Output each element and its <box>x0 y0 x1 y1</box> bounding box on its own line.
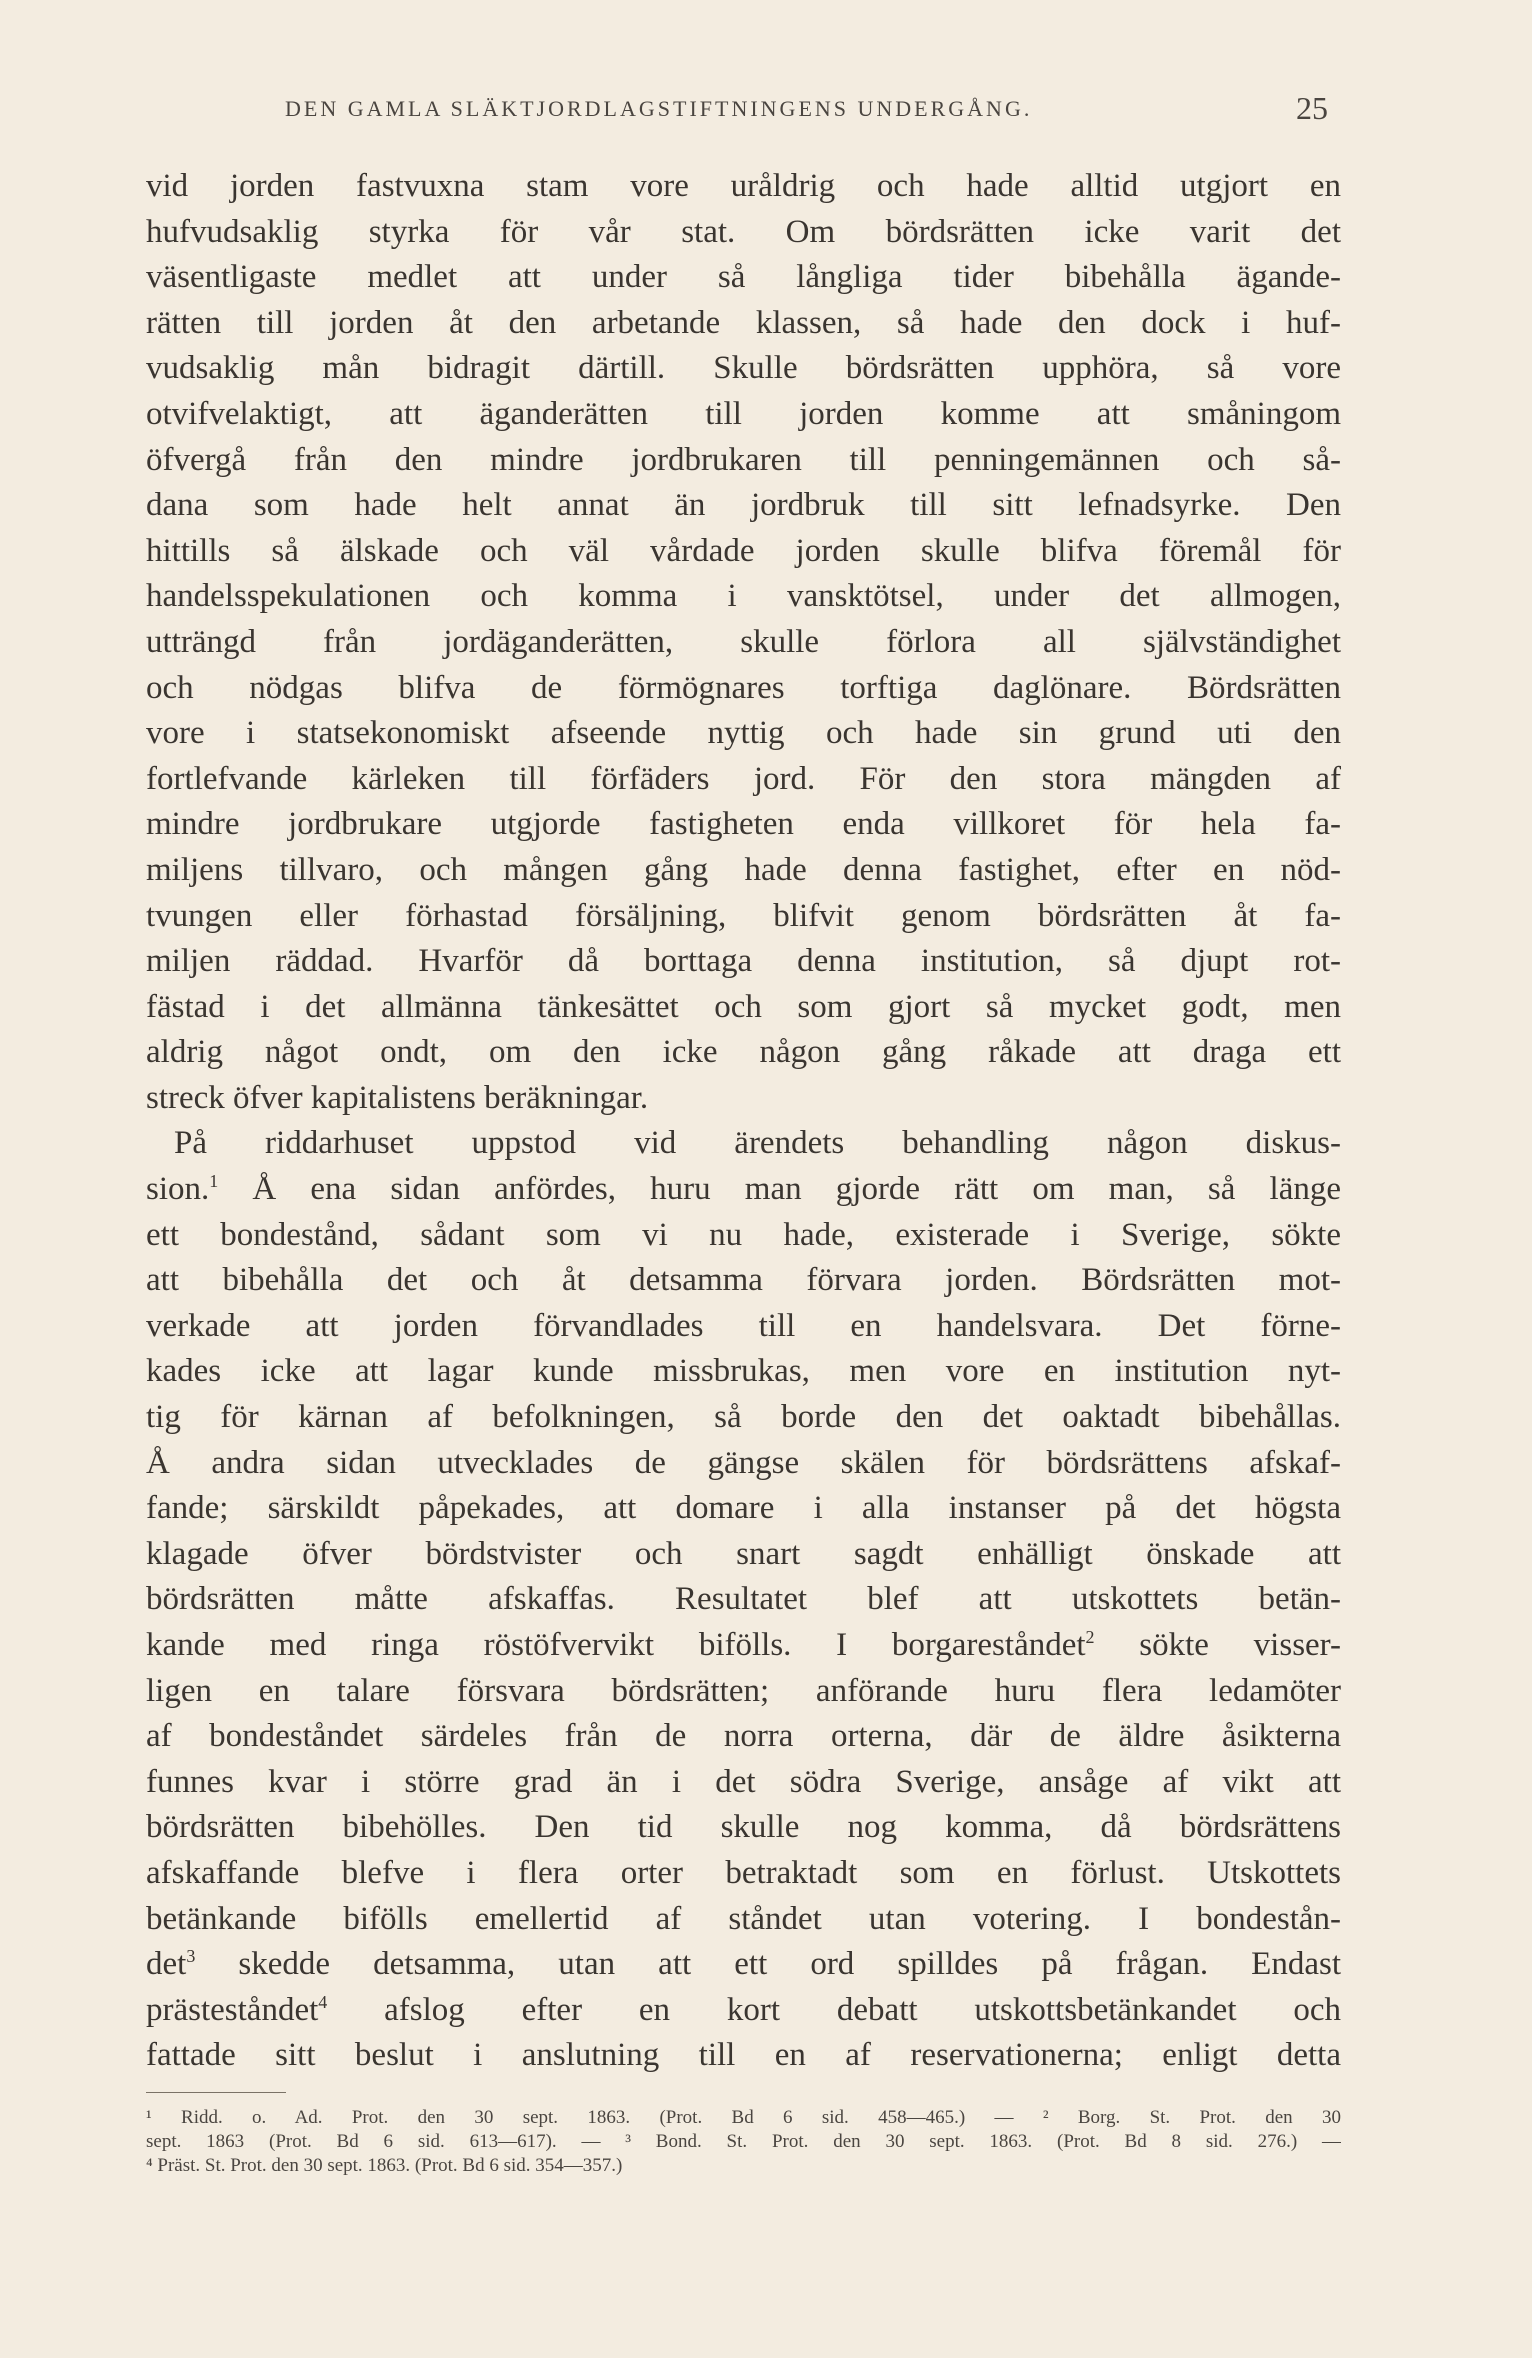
text-fragment: prästeståndet <box>146 1991 319 2028</box>
text-line: funnes kvar i större grad än i det södra Sverige, ansåge af vikt att <box>146 1763 1341 1800</box>
text-fragment: det <box>146 1946 187 1983</box>
text-line: klagade öfver bördstvister och snart sagdt enhälligt önskade att <box>146 1535 1341 1572</box>
footnote-divider <box>146 2092 286 2093</box>
text-line: bördsrätten bibehölles. Den tid skulle nog komma, då bördsrättens <box>146 1809 1341 1846</box>
text-line: dana som hade helt annat än jordbruk till sitt lefnadsyrke. Den <box>146 487 1341 524</box>
text-line: ligen en talare försvara bördsrätten; anförande huru flera ledamöter <box>146 1672 1341 1709</box>
text-line: mindre jordbrukare utgjorde fastigheten enda villkoret för hela fa- <box>146 806 1341 843</box>
running-title: DEN GAMLA SLÄKTJORDLAGSTIFTNINGENS UNDERGÅNG. <box>285 96 1033 121</box>
footnote-line: ⁴ Präst. St. Prot. den 30 sept. 1863. (Prot. Bd 6 sid. 354—357.) <box>146 2155 623 2176</box>
text-line: aldrig något ondt, om den icke någon gång råkade att draga ett <box>146 1034 1341 1071</box>
text-fragment: kande med ringa röstöfvervikt bifölls. I borgareståndet <box>146 1627 1086 1663</box>
text-line: af bondeståndet särdeles från de norra orterna, där de äldre åsikterna <box>146 1718 1341 1755</box>
text-line <box>146 1623 1341 1669</box>
text-line: bördsrätten måtte afskaffas. Resultatet blef att utskottets betän- <box>146 1581 1341 1618</box>
paragraph-start-line: På riddarhuset uppstod vid ärendets behandling någon diskus- <box>174 1125 1341 1162</box>
footnote-ref-2: 2 <box>1085 1627 1095 1647</box>
text-line: otvifvelaktigt, att äganderätten till jorden komme att småningom <box>146 395 1341 432</box>
body-text <box>146 164 1341 2079</box>
text-line: hittills så älskade och väl vårdade jorden skulle blifva föremål för <box>146 532 1341 569</box>
text-line: tvungen eller förhastad försäljning, blifvit genom bördsrätten åt fa- <box>146 897 1341 934</box>
text-line: utträngd från jordäganderätten, skulle förlora all självständighet <box>146 623 1341 660</box>
text-line: och nödgas blifva de förmögnares torftiga daglönare. Bördsrätten <box>146 669 1341 706</box>
text-line: betänkande bifölls emellertid af ståndet utan votering. I bondestån- <box>146 1900 1341 1937</box>
text-line: öfvergå från den mindre jordbrukaren till penningemännen och så- <box>146 441 1341 478</box>
text-line: fattade sitt beslut i anslutning till en af reservationerna; enligt detta <box>146 2037 1341 2074</box>
text-line: afskaffande blefve i flera orter betraktadt som en förlust. Utskottets <box>146 1854 1341 1891</box>
text-line: miljens tillvaro, och mången gång hade denna fastighet, efter en nöd- <box>146 851 1341 888</box>
text-fragment: sökte visser- <box>1094 1627 1341 1663</box>
text-line: hufvudsaklig styrka för vår stat. Om bördsrätten icke varit det <box>146 213 1341 250</box>
page-number: 25 <box>1296 90 1328 126</box>
text-line: miljen räddad. Hvarför då borttaga denna institution, så djupt rot- <box>146 943 1341 980</box>
footnote-line: sept. 1863 (Prot. Bd 6 sid. 613—617). — ³ Bond. St. Prot. den 30 sept. 1863. (Prot. Bd 8 sid. 276.) — <box>146 2131 1341 2152</box>
text-line: fortlefvande kärleken till förfäders jord. För den stora mängden af <box>146 760 1341 797</box>
text-fragment: afslog efter en kort debatt utskottsbetänkandet och <box>327 1991 1341 2028</box>
text-line: vid jorden fastvuxna stam vore uråldrig och hade alltid utgjort en <box>146 168 1341 204</box>
text-line: rätten till jorden åt den arbetande klassen, så hade den dock i huf- <box>146 304 1341 341</box>
text-line: vore i statsekonomiskt afseende nyttig och hade sin grund uti den <box>146 715 1341 752</box>
text-line: fästad i det allmänna tänkesättet och som gjort så mycket godt, men <box>146 988 1341 1025</box>
text-line: vudsaklig mån bidragit därtill. Skulle bördsrätten upphöra, så vore <box>146 350 1341 387</box>
text-line: väsentligaste medlet att under så långliga tider bibehålla ägande- <box>146 259 1341 296</box>
footnote-ref-3: 3 <box>186 1946 196 1967</box>
text-line: streck öfver kapitalistens beräkningar. <box>146 1079 649 1116</box>
text-line: kades icke att lagar kunde missbrukas, men vore en institution nyt- <box>146 1353 1341 1390</box>
footnote-ref-1: 1 <box>209 1171 219 1192</box>
text-line: verkade att jorden förvandlades till en handelsvara. Det förne- <box>146 1307 1341 1344</box>
text-line: att bibehålla det och åt detsamma förvara jorden. Bördsrätten mot- <box>146 1262 1341 1299</box>
footnotes <box>146 2106 1341 2178</box>
text-line: fande; särskildt påpekades, att domare i alla instanser på det högsta <box>146 1490 1341 1527</box>
text-line: Å andra sidan utvecklades de gängse skälen för bördsrättens afskaf- <box>146 1444 1341 1481</box>
text-line <box>146 1942 1341 1988</box>
text-line <box>146 1167 1341 1213</box>
footnote-ref-4: 4 <box>318 1991 328 2012</box>
text-line: tig för kärnan af befolkningen, så borde den det oaktadt bibehållas. <box>146 1399 1341 1436</box>
text-fragment: skedde detsamma, utan att ett ord spilldes på frågan. Endast <box>195 1946 1341 1983</box>
text-fragment: sion. <box>146 1171 210 1208</box>
text-line: handelsspekulationen och komma i vansktötsel, under det allmogen, <box>146 578 1341 615</box>
text-fragment: Å ena sidan anfördes, huru man gjorde rätt om man, så länge <box>218 1171 1341 1208</box>
footnote-line: ¹ Ridd. o. Ad. Prot. den 30 sept. 1863. (Prot. Bd 6 sid. 458—465.) — ² Borg. St. Prot. den 30 <box>146 2107 1341 2128</box>
text-line: ett bondestånd, sådant som vi nu hade, existerade i Sverige, sökte <box>146 1216 1341 1253</box>
text-line <box>146 1988 1341 2034</box>
